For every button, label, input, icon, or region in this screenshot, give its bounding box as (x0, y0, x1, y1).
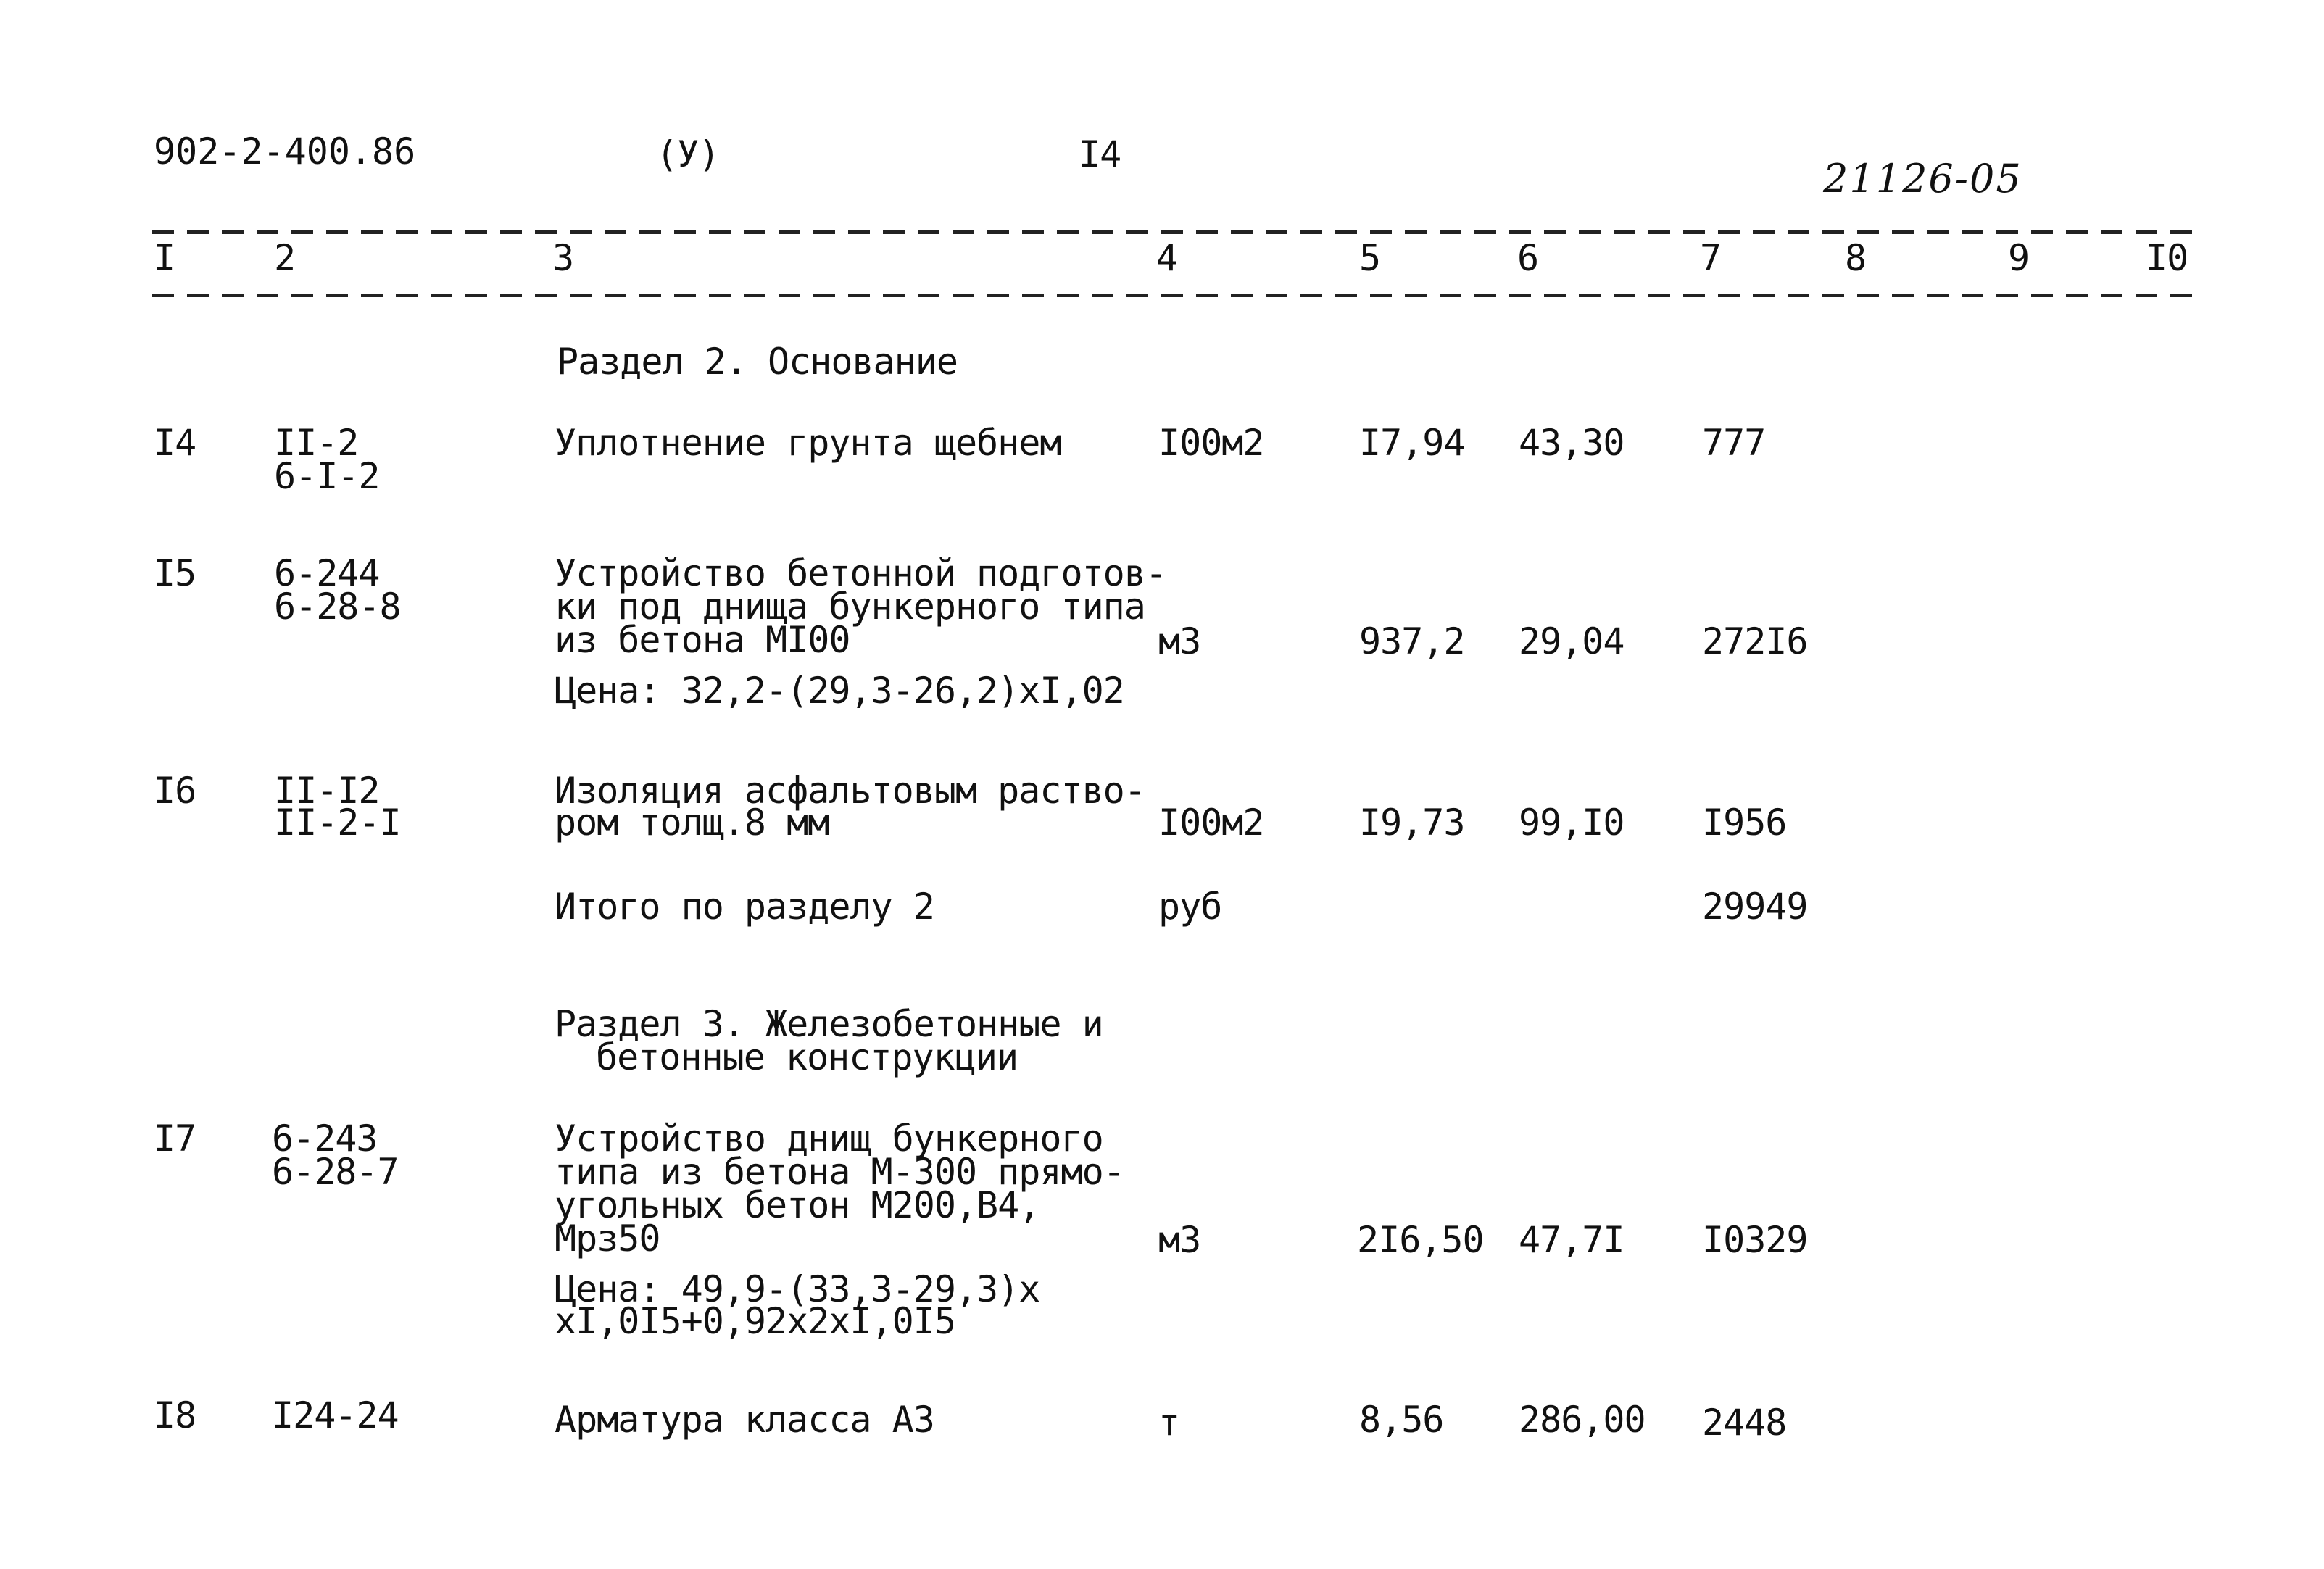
doc-mark: (У) (656, 133, 720, 175)
column-header-10: I0 (2146, 237, 2188, 279)
quantity: 937,2 (1359, 620, 1465, 662)
subtotal-total: 29949 (1702, 886, 1808, 928)
row-number: I6 (154, 770, 196, 812)
row-number: I5 (154, 552, 196, 594)
column-header-8: 8 (1845, 237, 1867, 279)
subtotal-unit: руб (1158, 886, 1222, 928)
total-cost: I956 (1702, 802, 1787, 844)
work-description: угольных бетон М200,В4, (555, 1184, 1040, 1226)
row-number: I7 (154, 1118, 196, 1160)
handwritten-stamp: 21126-05 (1823, 156, 2022, 201)
section-title-continued: бетонные конструкции (596, 1036, 1018, 1078)
norm-code-secondary: 6-28-8 (274, 586, 401, 628)
unit-price: 43,30 (1519, 422, 1624, 464)
norm-code: II-2 (274, 422, 359, 464)
row-number: I4 (154, 422, 196, 464)
work-description: из бетона МI00 (555, 619, 850, 661)
quantity: 8,56 (1359, 1399, 1444, 1441)
work-description: Мрз50 (555, 1218, 660, 1260)
price-note: Цена: 32,2-(29,3-26,2)хI,02 (555, 670, 1124, 712)
total-cost: 777 (1702, 422, 1766, 464)
quantity: 2I6,50 (1357, 1219, 1484, 1261)
section-title: Раздел 2. Основание (557, 341, 958, 383)
norm-code: II-I2 (274, 770, 380, 812)
section-title: Раздел 3. Железобетонные и (555, 1003, 1103, 1045)
dashed-rule-top (152, 230, 2194, 234)
unit: м3 (1158, 1219, 1201, 1261)
column-header-3: 3 (552, 237, 574, 279)
work-description: ром толщ.8 мм (555, 802, 829, 844)
column-header-7: 7 (1700, 237, 1722, 279)
unit: м3 (1158, 620, 1201, 662)
work-description: ки под днища бункерного типа (555, 586, 1145, 628)
column-header-1: I (154, 237, 175, 279)
column-header-6: 6 (1517, 237, 1539, 279)
row-number: I8 (154, 1394, 196, 1436)
unit-price: 286,00 (1519, 1399, 1646, 1441)
unit-price: 99,I0 (1519, 802, 1624, 844)
page-number: I4 (1079, 133, 1121, 175)
unit: I00м2 (1158, 422, 1264, 464)
total-cost: I0329 (1702, 1219, 1808, 1261)
norm-code-secondary: 6-28-7 (272, 1151, 399, 1193)
column-header-2: 2 (274, 237, 296, 279)
norm-code: I24-24 (272, 1394, 399, 1436)
work-description: Изоляция асфальтовым раство- (555, 770, 1145, 812)
work-description: Арматура класса А3 (555, 1399, 934, 1441)
column-header-4: 4 (1156, 237, 1178, 279)
norm-code: 6-243 (272, 1118, 378, 1160)
unit-price: 29,04 (1519, 620, 1624, 662)
unit: т (1158, 1402, 1180, 1444)
work-description: типа из бетона М-300 прямо- (555, 1151, 1124, 1193)
work-description: Устройство днищ бункерного (555, 1118, 1103, 1160)
work-description: Устройство бетонной подготов- (555, 552, 1166, 594)
norm-code-secondary: II-2-I (274, 802, 401, 844)
price-note: Цена: 49,9-(33,3-29,3)х (555, 1268, 1040, 1310)
norm-code-secondary: 6-I-2 (274, 455, 380, 497)
norm-code: 6-244 (274, 552, 380, 594)
total-cost: 272I6 (1702, 620, 1808, 662)
column-header-9: 9 (2008, 237, 2030, 279)
doc-code: 902-2-400.86 (154, 130, 416, 172)
dashed-rule-bottom (152, 294, 2194, 297)
subtotal-label: Итого по разделу 2 (555, 886, 934, 928)
quantity: I7,94 (1359, 422, 1465, 464)
price-note: хI,0I5+0,92х2хI,0I5 (555, 1300, 955, 1342)
unit: I00м2 (1158, 802, 1264, 844)
total-cost: 2448 (1702, 1402, 1787, 1444)
unit-price: 47,7I (1519, 1219, 1624, 1261)
column-header-5: 5 (1359, 237, 1381, 279)
quantity: I9,73 (1359, 802, 1465, 844)
work-description: Уплотнение грунта щебнем (555, 422, 1061, 464)
